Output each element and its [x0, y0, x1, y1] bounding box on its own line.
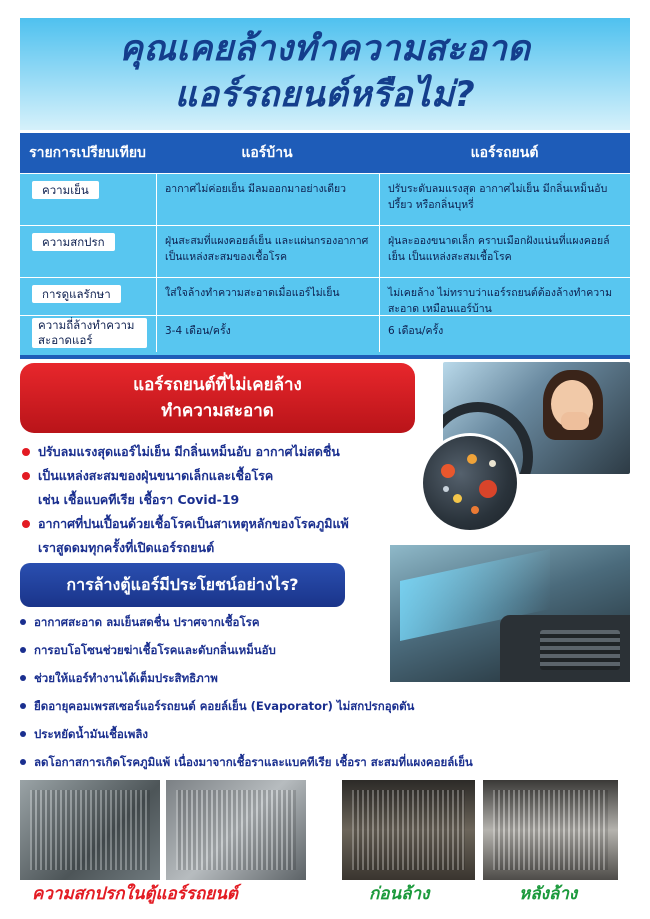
row-car-value: ฝุ่นละอองขนาดเล็ก คราบเมือกฝังแน่นที่แผงคอยล์เย็น เป็นแหล่งสะสมเชื้อโรค: [379, 226, 630, 278]
before-cleaning-caption: ก่อนล้าง: [369, 884, 430, 904]
header-banner: [20, 18, 630, 130]
benefits-banner: [20, 563, 345, 607]
table-row: [20, 173, 630, 226]
list-item: ประหยัดน้ำมันเชื้อเพลิง: [20, 724, 630, 752]
row-home-value: ฝุ่นสะสมที่แผงคอยล์เย็น และแผ่นกรองอากาศเป็นแหล่งสะสมของเชื้อโรค: [156, 226, 378, 278]
benefits-list: [20, 612, 630, 780]
list-item-continued: เช่น เชื้อแบคทีเรีย เชื้อรา Covid-19: [38, 492, 240, 507]
row-car-value: 6 เดือน/ครั้ง: [379, 316, 630, 352]
dirty-evaporator-photo-2: [166, 780, 306, 880]
list-item: อากาศสะอาด ลมเย็นสดชื่น ปราศจากเชื้อโรค: [20, 612, 630, 640]
after-cleaning-caption: หลังล้าง: [519, 884, 578, 904]
bullet-icon: [20, 703, 26, 709]
list-item-continued: เราสูดดมทุกครั้งที่เปิดแอร์รถยนต์: [38, 540, 215, 555]
hand-shape: [561, 412, 589, 430]
row-label: ความสกปรก: [20, 226, 155, 278]
table-row: [20, 225, 630, 278]
dirty-ac-list: [20, 440, 440, 560]
title-line-1: คุณเคยล้างทำความสะอาด: [119, 29, 531, 69]
row-home-value: 3-4 เดือน/ครั้ง: [156, 316, 378, 352]
row-car-value: ปรับระดับลมแรงสุด อากาศไม่เย็น มีกลิ่นเหม็นอับปรี้ยว หรือกลิ่นบุหรี่: [379, 174, 630, 226]
dirty-evaporator-photo-1: [20, 780, 160, 880]
bullet-icon: [22, 520, 30, 528]
list-item: เป็นแหล่งสะสมของฝุ่นขนาดเล็กและเชื้อโรค: [20, 464, 440, 488]
row-label: ความเย็น: [20, 174, 155, 226]
list-item: ปรับลมแรงสุดแอร์ไม่เย็น มีกลิ่นเหม็นอับ อากาศไม่สดชื่น: [20, 440, 440, 464]
header-comparison: รายการเปรียบเทียบ: [29, 145, 146, 161]
bullet-icon: [22, 448, 30, 456]
bullet-icon: [20, 675, 26, 681]
benefits-title: การล้างตู้แอร์มีประโยชน์อย่างไร?: [66, 575, 299, 594]
dirty-ac-title-line-1: แอร์รถยนต์ที่ไม่เคยล้าง: [133, 375, 302, 395]
row-home-value: อากาศไม่ค่อยเย็น มีลมออกมาอย่างเดียว: [156, 174, 378, 226]
list-item: ยืดอายุคอมเพรสเซอร์แอร์รถยนต์ คอยล์เย็น (Evaporator) ไม่สกปรกอุดตัน: [20, 696, 630, 724]
comparison-table: [20, 133, 630, 359]
header-home-ac: แอร์บ้าน: [241, 145, 293, 161]
after-cleaning-photo: [483, 780, 618, 880]
dirty-ac-title-line-2: ทำความสะอาด: [161, 401, 274, 421]
list-item: ช่วยให้แอร์ทำงานได้เต็มประสิทธิภาพ: [20, 668, 630, 696]
bullet-icon: [20, 759, 26, 765]
table-row: [20, 277, 630, 316]
row-label: ความถี่ล้างทำความสะอาดแอร์: [20, 316, 155, 352]
list-item: อากาศที่ปนเปื้อนด้วยเชื้อโรคเป็นสาเหตุหลักของโรคภูมิแพ้: [20, 512, 440, 536]
before-cleaning-photo: [342, 780, 475, 880]
bullet-icon: [20, 647, 26, 653]
bullet-icon: [22, 472, 30, 480]
row-home-value: ใส่ใจล้างทำความสะอาดเมื่อแอร์ไม่เย็น: [156, 278, 378, 316]
title-line-2: แอร์รถยนต์หรือไม่?: [174, 75, 476, 115]
dirty-evaporator-caption: ความสกปรกในตู้แอร์รถยนต์: [32, 884, 238, 904]
table-header-row: [20, 133, 630, 173]
list-item: ลดโอกาสการเกิดโรคภูมิแพ้ เนื่องมาจากเชื้อราและแบคทีเรีย เชื้อรา สะสมที่แผงคอยล์เย็น: [20, 752, 630, 780]
list-item: การอบโอโซนช่วยฆ่าเชื้อโรคและดับกลิ่นเหม็นอับ: [20, 640, 630, 668]
bullet-icon: [20, 619, 26, 625]
dirty-ac-banner: [20, 363, 415, 433]
table-row: [20, 315, 630, 352]
row-car-value: ไม่เคยล้าง ไม่ทราบว่าแอร์รถยนต์ต้องล้างทำความสะอาด เหมือนแอร์บ้าน: [379, 278, 630, 316]
row-label: การดูแลรักษา: [20, 278, 155, 316]
bullet-icon: [20, 731, 26, 737]
header-car-ac: แอร์รถยนต์: [470, 145, 539, 161]
